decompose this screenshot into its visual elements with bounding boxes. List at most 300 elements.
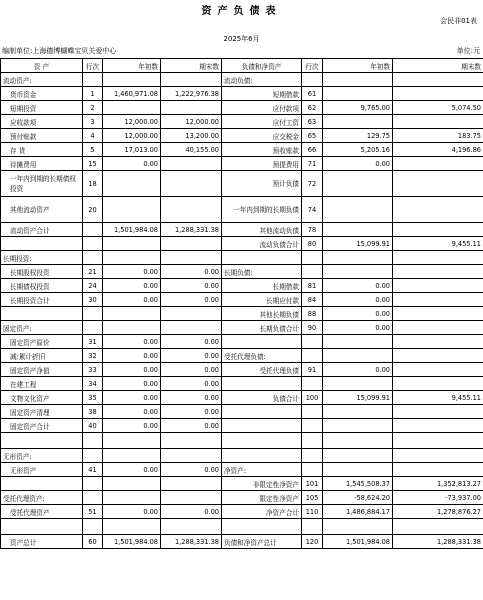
table-cell: 0.00 — [323, 279, 393, 293]
table-cell: 货币资金 — [1, 87, 83, 101]
table-cell — [393, 87, 483, 101]
table-cell — [323, 87, 393, 101]
table-cell: 61 — [302, 87, 323, 101]
table-row — [1, 535, 483, 549]
table-cell — [323, 449, 393, 463]
table-cell: 0.00 — [103, 279, 161, 293]
table-cell: 预收账款 — [222, 143, 302, 157]
table-cell: 应付款项 — [222, 101, 302, 115]
table-cell: 78 — [302, 223, 323, 237]
table-cell — [393, 405, 483, 419]
table-cell: 62 — [302, 101, 323, 115]
table-cell: 长期债权投资 — [1, 279, 83, 293]
table-cell: 资产总计 — [1, 535, 83, 549]
table-cell — [83, 449, 103, 463]
table-cell — [302, 265, 323, 279]
table-row — [1, 171, 483, 197]
table-cell: 17,013.00 — [103, 143, 161, 157]
table-cell: 长期负债合计 — [222, 321, 302, 335]
table-cell — [161, 251, 222, 265]
table-cell: 18 — [83, 171, 103, 197]
col-begin: 年初数 — [103, 59, 161, 73]
table-cell — [393, 419, 483, 433]
table-cell: 51 — [83, 505, 103, 519]
table-cell: 应收款项 — [1, 115, 83, 129]
table-cell: 在建工程 — [1, 377, 83, 391]
table-cell — [161, 491, 222, 505]
table-cell: 净资产合计 — [222, 505, 302, 519]
table-cell — [103, 449, 161, 463]
table-cell: -58,624.20 — [323, 491, 393, 505]
table-cell — [1, 519, 83, 535]
table-cell: 12,000.00 — [161, 115, 222, 129]
table-cell: 1,501,984.08 — [323, 535, 393, 549]
table-row — [1, 223, 483, 237]
table-cell: 66 — [302, 143, 323, 157]
table-cell: 其他长期负债 — [222, 307, 302, 321]
table-row — [1, 433, 483, 449]
table-cell — [323, 419, 393, 433]
table-cell: 受托代理负债: — [222, 349, 302, 363]
table-cell: 105 — [302, 491, 323, 505]
table-cell: 33 — [83, 363, 103, 377]
table-row — [1, 237, 483, 251]
table-cell: 4 — [83, 129, 103, 143]
table-cell: 0.00 — [103, 391, 161, 405]
table-cell: -73,937.00 — [393, 491, 483, 505]
col-row2: 行次 — [302, 59, 323, 73]
table-cell — [103, 251, 161, 265]
table-cell — [393, 197, 483, 223]
table-cell: 65 — [302, 129, 323, 143]
table-cell: 0.00 — [103, 505, 161, 519]
table-cell: 0.00 — [161, 391, 222, 405]
table-cell — [83, 307, 103, 321]
table-cell — [1, 307, 83, 321]
unit-label: 单位:元 — [456, 47, 480, 55]
table-cell — [302, 405, 323, 419]
table-cell: 12,000.00 — [103, 129, 161, 143]
table-cell — [103, 307, 161, 321]
table-cell — [323, 335, 393, 349]
table-cell — [103, 519, 161, 535]
table-cell: 流动负债: — [222, 73, 302, 87]
table-cell — [1, 477, 83, 491]
table-cell: 应交税金 — [222, 129, 302, 143]
table-cell — [161, 307, 222, 321]
table-cell: 183.75 — [393, 129, 483, 143]
table-cell: 0.00 — [161, 505, 222, 519]
table-row — [1, 519, 483, 535]
table-cell: 负债合计 — [222, 391, 302, 405]
table-cell: 0.00 — [161, 293, 222, 307]
table-cell — [161, 477, 222, 491]
table-cell — [222, 251, 302, 265]
table-cell: 0.00 — [323, 157, 393, 171]
table-cell: 90 — [302, 321, 323, 335]
table-cell: 12,000.00 — [103, 115, 161, 129]
table-cell — [222, 377, 302, 391]
table-cell — [161, 101, 222, 115]
table-cell: 预付账款 — [1, 129, 83, 143]
table-row — [1, 363, 483, 377]
table-cell: 72 — [302, 171, 323, 197]
table-cell — [83, 491, 103, 505]
col-end: 期末数 — [161, 59, 222, 73]
table-row — [1, 101, 483, 115]
table-cell — [302, 251, 323, 265]
table-cell: 88 — [302, 307, 323, 321]
table-cell: 0.00 — [103, 377, 161, 391]
form-code: 会民非01表 — [440, 17, 477, 25]
table-cell: 0.00 — [103, 363, 161, 377]
table-cell: 固定资产合计 — [1, 419, 83, 433]
table-row — [1, 143, 483, 157]
table-cell — [103, 477, 161, 491]
table-cell: 80 — [302, 237, 323, 251]
table-cell — [323, 223, 393, 237]
table-cell: 40 — [83, 419, 103, 433]
table-cell: 15,099.91 — [323, 237, 393, 251]
table-cell: 120 — [302, 535, 323, 549]
table-row — [1, 405, 483, 419]
table-cell — [103, 433, 161, 449]
table-cell: 84 — [302, 293, 323, 307]
table-cell: 1 — [83, 87, 103, 101]
table-cell — [302, 377, 323, 391]
table-cell — [83, 477, 103, 491]
table-cell — [161, 433, 222, 449]
table-cell: 长期投资: — [1, 251, 83, 265]
table-cell — [161, 197, 222, 223]
table-row — [1, 391, 483, 405]
table-cell — [393, 73, 483, 87]
table-cell: 5,205.16 — [323, 143, 393, 157]
table-cell: 101 — [302, 477, 323, 491]
table-cell: 20 — [83, 197, 103, 223]
table-cell: 0.00 — [103, 265, 161, 279]
table-cell: 待摊费用 — [1, 157, 83, 171]
table-cell: 71 — [302, 157, 323, 171]
table-cell — [393, 251, 483, 265]
table-cell — [161, 237, 222, 251]
table-cell: 110 — [302, 505, 323, 519]
company-label: 编制单位:上海德博蝴蝶宝贝关爱中心 — [2, 47, 117, 55]
table-cell — [393, 335, 483, 349]
col-row: 行次 — [83, 59, 103, 73]
table-cell: 1,460,971.08 — [103, 87, 161, 101]
table-row — [1, 477, 483, 491]
table-cell: 长期负债: — [222, 265, 302, 279]
table-cell: 0.00 — [161, 335, 222, 349]
table-cell — [103, 321, 161, 335]
table-cell — [323, 377, 393, 391]
table-cell — [323, 73, 393, 87]
table-cell — [393, 115, 483, 129]
table-cell — [302, 349, 323, 363]
balance-sheet-table — [0, 58, 483, 549]
table-cell: 应付工资 — [222, 115, 302, 129]
table-cell — [393, 223, 483, 237]
table-cell: 预提费用 — [222, 157, 302, 171]
table-cell — [161, 449, 222, 463]
table-cell: 1,278,876.27 — [393, 505, 483, 519]
table-cell — [393, 157, 483, 171]
table-row — [1, 419, 483, 433]
table-row — [1, 449, 483, 463]
table-cell: 24 — [83, 279, 103, 293]
table-cell: 32 — [83, 349, 103, 363]
table-cell — [302, 73, 323, 87]
table-cell — [393, 449, 483, 463]
table-cell — [103, 237, 161, 251]
table-cell — [161, 73, 222, 87]
table-cell: 长期投资合计 — [1, 293, 83, 307]
table-cell — [302, 463, 323, 477]
table-cell: 流动负债合计 — [222, 237, 302, 251]
table-cell: 短期借款 — [222, 87, 302, 101]
table-cell — [161, 321, 222, 335]
table-cell: 31 — [83, 335, 103, 349]
table-cell — [393, 171, 483, 197]
table-cell: 净资产: — [222, 463, 302, 477]
table-cell — [323, 463, 393, 477]
table-row — [1, 307, 483, 321]
table-cell: 0.00 — [103, 463, 161, 477]
table-cell: 34 — [83, 377, 103, 391]
table-cell: 减:累计折旧 — [1, 349, 83, 363]
table-cell — [222, 335, 302, 349]
table-cell: 0.00 — [323, 321, 393, 335]
table-cell: 0.00 — [161, 349, 222, 363]
table-cell: 60 — [83, 535, 103, 549]
table-cell — [103, 491, 161, 505]
table-cell — [393, 519, 483, 535]
table-cell: 0.00 — [161, 405, 222, 419]
table-cell: 文物文化资产 — [1, 391, 83, 405]
table-cell — [323, 115, 393, 129]
table-cell — [323, 433, 393, 449]
table-cell: 无形资产 — [1, 463, 83, 477]
table-cell: 21 — [83, 265, 103, 279]
table-row — [1, 377, 483, 391]
table-row — [1, 293, 483, 307]
table-cell: 0.00 — [103, 349, 161, 363]
table-cell: 2 — [83, 101, 103, 115]
table-cell: 74 — [302, 197, 323, 223]
table-cell — [393, 293, 483, 307]
table-row — [1, 129, 483, 143]
col-begin2: 年初数 — [323, 59, 393, 73]
table-cell — [393, 377, 483, 391]
col-end2: 期末数 — [393, 59, 483, 73]
table-cell: 一年内到期的长期债权投资 — [1, 171, 83, 197]
table-cell: 长期借款 — [222, 279, 302, 293]
table-cell: 0.00 — [323, 307, 393, 321]
table-cell — [393, 433, 483, 449]
table-cell — [83, 237, 103, 251]
table-cell: 1,222,976.38 — [161, 87, 222, 101]
table-cell: 其他流动负债 — [222, 223, 302, 237]
table-cell — [393, 349, 483, 363]
table-cell: 0.00 — [103, 405, 161, 419]
table-cell: 存 货 — [1, 143, 83, 157]
table-cell — [161, 171, 222, 197]
table-row — [1, 491, 483, 505]
table-cell: 40,155.00 — [161, 143, 222, 157]
table-cell: 100 — [302, 391, 323, 405]
table-cell — [323, 265, 393, 279]
table-cell: 9,765.00 — [323, 101, 393, 115]
table-cell — [83, 321, 103, 335]
table-cell — [1, 433, 83, 449]
table-cell — [1, 237, 83, 251]
table-cell: 1,288,331.38 — [161, 535, 222, 549]
table-cell: 35 — [83, 391, 103, 405]
table-row — [1, 265, 483, 279]
table-cell — [302, 519, 323, 535]
table-cell: 0.00 — [161, 419, 222, 433]
table-cell — [393, 279, 483, 293]
table-row — [1, 321, 483, 335]
table-row — [1, 157, 483, 171]
table-cell — [83, 519, 103, 535]
table-cell: 受托代理资产 — [1, 505, 83, 519]
table-cell: 0.00 — [161, 265, 222, 279]
report-date: 2025年6月 — [223, 35, 260, 43]
table-cell: 0.00 — [103, 157, 161, 171]
table-cell — [161, 157, 222, 171]
table-cell: 0.00 — [103, 293, 161, 307]
table-cell — [302, 433, 323, 449]
table-cell: 固定资产清理 — [1, 405, 83, 419]
table-cell: 无形资产: — [1, 449, 83, 463]
table-cell: 81 — [302, 279, 323, 293]
table-cell — [161, 519, 222, 535]
table-cell — [323, 171, 393, 197]
table-row — [1, 505, 483, 519]
table-cell — [302, 449, 323, 463]
table-cell — [302, 335, 323, 349]
table-cell: 0.00 — [161, 377, 222, 391]
table-row — [1, 463, 483, 477]
table-cell: 38 — [83, 405, 103, 419]
table-cell: 5 — [83, 143, 103, 157]
table-cell: 其他流动资产 — [1, 197, 83, 223]
table-cell — [83, 251, 103, 265]
table-cell: 0.00 — [161, 463, 222, 477]
table-cell: 5,074.50 — [393, 101, 483, 115]
table-cell — [393, 321, 483, 335]
table-cell — [222, 433, 302, 449]
table-cell: 固定资产净值 — [1, 363, 83, 377]
table-cell: 9,455.11 — [393, 391, 483, 405]
table-cell — [323, 405, 393, 419]
table-cell: 129.75 — [323, 129, 393, 143]
table-cell: 0.00 — [103, 335, 161, 349]
table-cell: 0.00 — [161, 363, 222, 377]
table-row — [1, 115, 483, 129]
table-cell — [103, 101, 161, 115]
table-row — [1, 251, 483, 265]
table-cell — [323, 251, 393, 265]
table-header-row — [1, 59, 483, 73]
table-cell — [323, 197, 393, 223]
table-cell: 非限定性净资产 — [222, 477, 302, 491]
table-cell: 1,501,984.08 — [103, 535, 161, 549]
table-cell — [222, 449, 302, 463]
table-cell — [222, 519, 302, 535]
table-cell: 3 — [83, 115, 103, 129]
table-cell: 1,352,813.27 — [393, 477, 483, 491]
table-cell — [83, 73, 103, 87]
table-cell: 63 — [302, 115, 323, 129]
table-cell: 1,545,508.37 — [323, 477, 393, 491]
table-cell — [222, 405, 302, 419]
table-cell: 1,288,331.38 — [393, 535, 483, 549]
table-cell: 限定性净资产 — [222, 491, 302, 505]
table-row — [1, 279, 483, 293]
table-cell — [103, 171, 161, 197]
table-cell: 41 — [83, 463, 103, 477]
table-cell: 30 — [83, 293, 103, 307]
table-cell — [393, 307, 483, 321]
table-cell: 预计负债 — [222, 171, 302, 197]
table-cell: 1,288,331.38 — [161, 223, 222, 237]
table-cell: 1,486,884.17 — [323, 505, 393, 519]
table-row — [1, 73, 483, 87]
table-cell: 流动资产: — [1, 73, 83, 87]
table-cell: 短期投资 — [1, 101, 83, 115]
table-cell — [393, 265, 483, 279]
table-cell — [302, 419, 323, 433]
table-cell: 长期应付款 — [222, 293, 302, 307]
report-title: 资产负债表 — [201, 6, 282, 17]
table-cell: 0.00 — [161, 279, 222, 293]
table-cell: 一年内到期的长期负债 — [222, 197, 302, 223]
table-cell: 9,455.11 — [393, 237, 483, 251]
table-cell — [222, 419, 302, 433]
table-cell — [323, 519, 393, 535]
table-cell: 4,196.86 — [393, 143, 483, 157]
table-cell — [83, 433, 103, 449]
table-cell: 固定资产: — [1, 321, 83, 335]
table-cell: 0.00 — [323, 363, 393, 377]
table-cell: 0.00 — [323, 293, 393, 307]
table-cell: 0.00 — [103, 419, 161, 433]
col-asset: 资 产 — [1, 59, 83, 73]
table-cell — [323, 349, 393, 363]
table-cell: 固定资产原价 — [1, 335, 83, 349]
table-cell — [83, 223, 103, 237]
table-cell — [103, 73, 161, 87]
table-cell: 1,501,984.08 — [103, 223, 161, 237]
table-cell: 负债和净资产总计 — [222, 535, 302, 549]
table-cell: 15 — [83, 157, 103, 171]
table-cell: 15,099.91 — [323, 391, 393, 405]
table-row — [1, 335, 483, 349]
table-cell: 91 — [302, 363, 323, 377]
table-cell — [393, 463, 483, 477]
table-cell: 长期股权投资 — [1, 265, 83, 279]
col-liab: 负债和净资产 — [222, 59, 302, 73]
table-cell: 受托代理负债 — [222, 363, 302, 377]
table-cell: 受托代理资产: — [1, 491, 83, 505]
table-row — [1, 197, 483, 223]
table-cell: 流动资产合计 — [1, 223, 83, 237]
table-cell — [393, 363, 483, 377]
table-row — [1, 87, 483, 101]
